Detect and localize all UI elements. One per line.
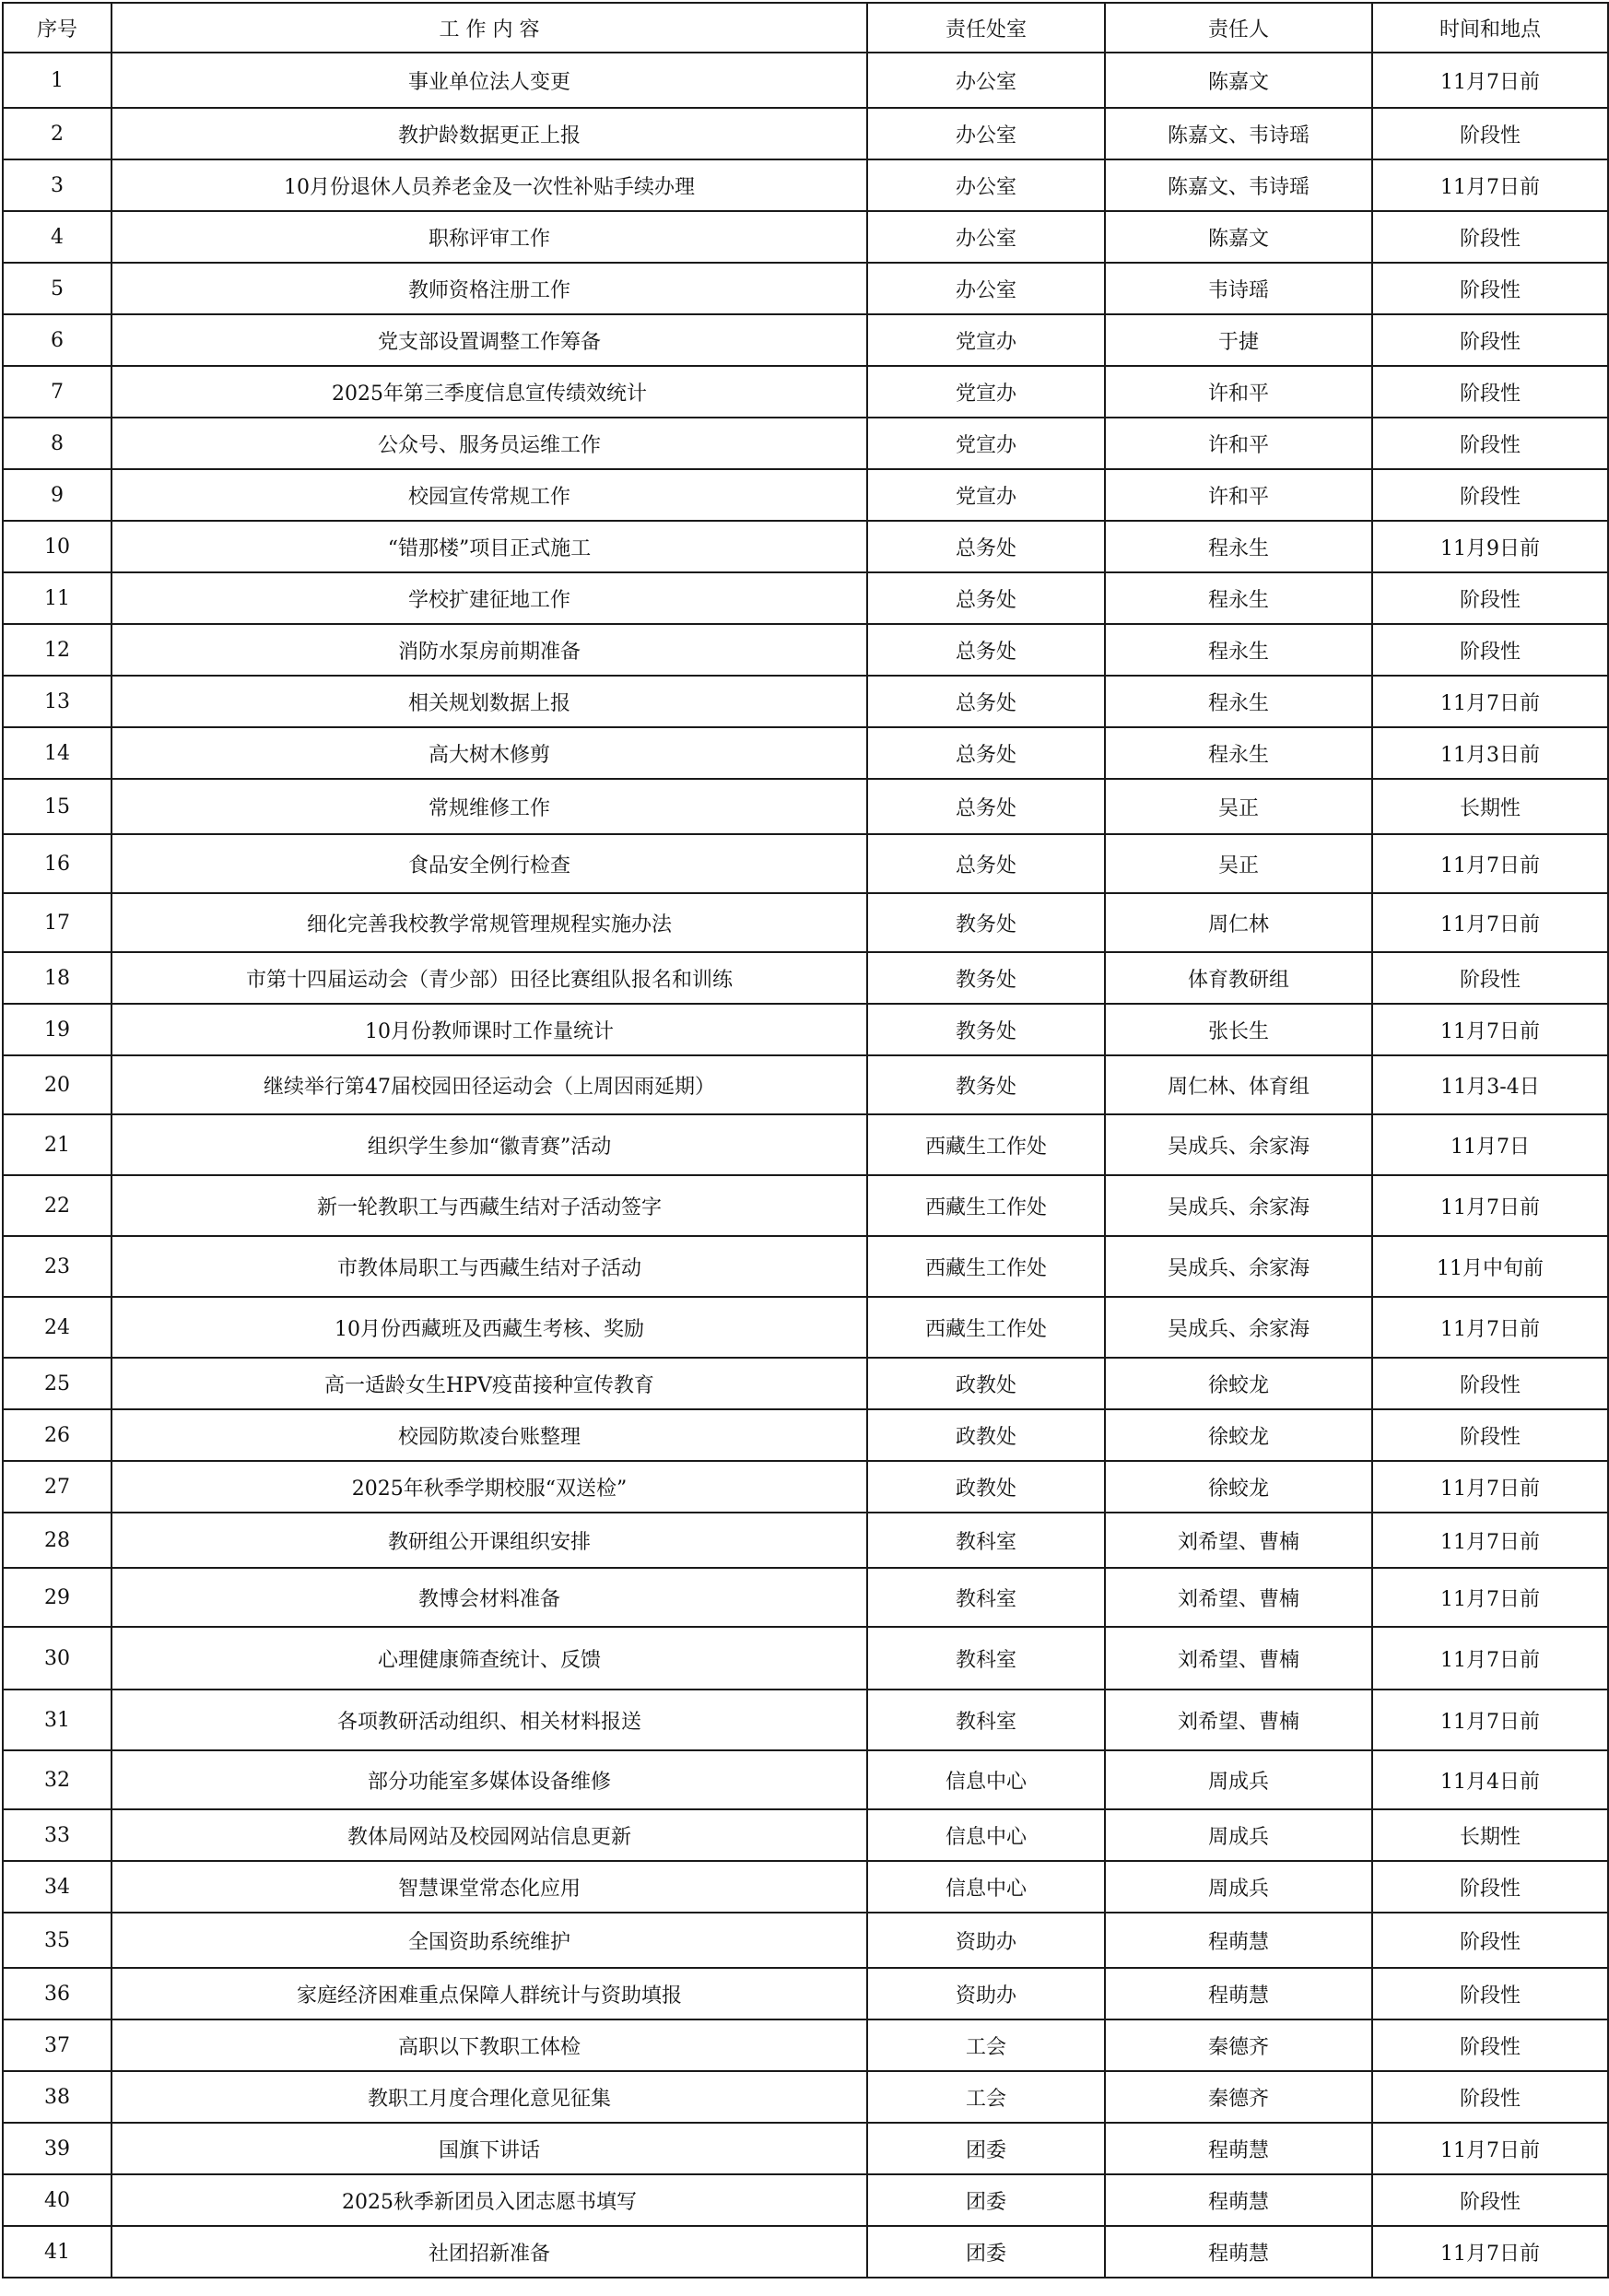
cell-content: 市第十四届运动会（青少部）田径比赛组队报名和训练	[112, 952, 867, 1004]
cell-seq: 15	[3, 779, 112, 834]
cell-dept: 西藏生工作处	[867, 1236, 1105, 1297]
cell-person: 于捷	[1105, 314, 1372, 366]
cell-time: 11月7日前	[1372, 53, 1608, 108]
cell-content: 高大树木修剪	[112, 727, 867, 779]
cell-person: 程萌慧	[1105, 1913, 1372, 1968]
cell-seq: 17	[3, 893, 112, 952]
cell-content: 继续举行第47届校园田径运动会（上周因雨延期）	[112, 1055, 867, 1114]
cell-seq: 38	[3, 2071, 112, 2123]
cell-person: 体育教研组	[1105, 952, 1372, 1004]
cell-time: 阶段性	[1372, 2174, 1608, 2226]
cell-person: 程永生	[1105, 676, 1372, 727]
cell-time: 长期性	[1372, 779, 1608, 834]
cell-dept: 工会	[867, 2019, 1105, 2071]
cell-content: 高一适龄女生HPV疫苗接种宣传教育	[112, 1358, 867, 1409]
cell-seq: 5	[3, 263, 112, 314]
table-row	[3, 1690, 1608, 1750]
cell-content: 校园防欺凌台账整理	[112, 1409, 867, 1461]
cell-dept: 总务处	[867, 624, 1105, 676]
cell-content: 2025年第三季度信息宣传绩效统计	[112, 366, 867, 418]
cell-time: 阶段性	[1372, 366, 1608, 418]
cell-time: 11月7日前	[1372, 2123, 1608, 2174]
cell-person: 吴成兵、余家海	[1105, 1175, 1372, 1236]
cell-seq: 40	[3, 2174, 112, 2226]
cell-dept: 政教处	[867, 1461, 1105, 1513]
table-row	[3, 1055, 1608, 1114]
cell-seq: 39	[3, 2123, 112, 2174]
table-row	[3, 1236, 1608, 1297]
header-seq: 序号	[3, 3, 112, 53]
cell-person: 吴成兵、余家海	[1105, 1236, 1372, 1297]
cell-time: 11月7日前	[1372, 159, 1608, 211]
cell-seq: 16	[3, 834, 112, 893]
work-schedule-table	[2, 2, 1609, 2278]
cell-time: 阶段性	[1372, 1861, 1608, 1913]
cell-dept: 总务处	[867, 521, 1105, 572]
cell-content: 新一轮教职工与西藏生结对子活动签字	[112, 1175, 867, 1236]
cell-content: 2025秋季新团员入团志愿书填写	[112, 2174, 867, 2226]
cell-person: 许和平	[1105, 418, 1372, 469]
cell-person: 陈嘉文	[1105, 53, 1372, 108]
cell-time: 阶段性	[1372, 952, 1608, 1004]
cell-seq: 1	[3, 53, 112, 108]
cell-seq: 31	[3, 1690, 112, 1750]
cell-person: 刘希望、曹楠	[1105, 1690, 1372, 1750]
table-row	[3, 2226, 1608, 2278]
cell-seq: 19	[3, 1004, 112, 1055]
table-row	[3, 1861, 1608, 1913]
cell-content: 教师资格注册工作	[112, 263, 867, 314]
table-row	[3, 624, 1608, 676]
cell-person: 吴成兵、余家海	[1105, 1297, 1372, 1358]
cell-time: 阶段性	[1372, 2071, 1608, 2123]
table-row	[3, 469, 1608, 521]
cell-content: 国旗下讲话	[112, 2123, 867, 2174]
cell-person: 韦诗瑶	[1105, 263, 1372, 314]
table-row	[3, 211, 1608, 263]
cell-time: 11月7日前	[1372, 1690, 1608, 1750]
table-row	[3, 1358, 1608, 1409]
cell-dept: 信息中心	[867, 1809, 1105, 1861]
cell-dept: 办公室	[867, 53, 1105, 108]
table-body	[3, 53, 1608, 2278]
cell-time: 11月7日前	[1372, 1297, 1608, 1358]
cell-time: 11月3-4日	[1372, 1055, 1608, 1114]
table-row	[3, 1750, 1608, 1809]
cell-dept: 办公室	[867, 211, 1105, 263]
table-row	[3, 1513, 1608, 1568]
cell-person: 秦德齐	[1105, 2019, 1372, 2071]
cell-content: 事业单位法人变更	[112, 53, 867, 108]
cell-content: 公众号、服务员运维工作	[112, 418, 867, 469]
cell-seq: 11	[3, 572, 112, 624]
cell-dept: 资助办	[867, 1968, 1105, 2019]
cell-content: 市教体局职工与西藏生结对子活动	[112, 1236, 867, 1297]
cell-person: 程永生	[1105, 624, 1372, 676]
cell-content: 教博会材料准备	[112, 1568, 867, 1627]
cell-seq: 2	[3, 108, 112, 159]
cell-content: 社团招新准备	[112, 2226, 867, 2278]
cell-time: 11月7日前	[1372, 1004, 1608, 1055]
cell-person: 许和平	[1105, 469, 1372, 521]
cell-dept: 党宣办	[867, 366, 1105, 418]
cell-content: 心理健康筛查统计、反馈	[112, 1627, 867, 1690]
cell-time: 11月7日前	[1372, 1513, 1608, 1568]
cell-person: 程萌慧	[1105, 2226, 1372, 2278]
cell-time: 11月7日前	[1372, 893, 1608, 952]
cell-seq: 12	[3, 624, 112, 676]
table-row	[3, 263, 1608, 314]
cell-time: 阶段性	[1372, 624, 1608, 676]
cell-time: 阶段性	[1372, 1409, 1608, 1461]
cell-content: 家庭经济困难重点保障人群统计与资助填报	[112, 1968, 867, 2019]
table-row	[3, 2123, 1608, 2174]
cell-person: 周成兵	[1105, 1750, 1372, 1809]
cell-person: 程萌慧	[1105, 2123, 1372, 2174]
cell-person: 吴正	[1105, 834, 1372, 893]
table-row	[3, 572, 1608, 624]
table-row	[3, 159, 1608, 211]
cell-dept: 西藏生工作处	[867, 1297, 1105, 1358]
cell-time: 阶段性	[1372, 1913, 1608, 1968]
header-dept: 责任处室	[867, 3, 1105, 53]
cell-person: 陈嘉文、韦诗瑶	[1105, 108, 1372, 159]
table-row	[3, 952, 1608, 1004]
cell-content: 食品安全例行检查	[112, 834, 867, 893]
cell-seq: 20	[3, 1055, 112, 1114]
cell-seq: 27	[3, 1461, 112, 1513]
table-row	[3, 1297, 1608, 1358]
cell-time: 11月9日前	[1372, 521, 1608, 572]
cell-seq: 18	[3, 952, 112, 1004]
cell-person: 周仁林	[1105, 893, 1372, 952]
cell-dept: 办公室	[867, 108, 1105, 159]
cell-person: 程永生	[1105, 727, 1372, 779]
cell-content: 教研组公开课组织安排	[112, 1513, 867, 1568]
table-row	[3, 1461, 1608, 1513]
cell-seq: 13	[3, 676, 112, 727]
cell-person: 徐蛟龙	[1105, 1461, 1372, 1513]
header-content: 工 作 内 容	[112, 3, 867, 53]
cell-content: 党支部设置调整工作筹备	[112, 314, 867, 366]
cell-content: 学校扩建征地工作	[112, 572, 867, 624]
cell-dept: 总务处	[867, 572, 1105, 624]
cell-time: 11月7日前	[1372, 1568, 1608, 1627]
cell-seq: 26	[3, 1409, 112, 1461]
cell-time: 11月7日前	[1372, 676, 1608, 727]
cell-seq: 9	[3, 469, 112, 521]
cell-dept: 团委	[867, 2226, 1105, 2278]
cell-person: 许和平	[1105, 366, 1372, 418]
cell-time: 阶段性	[1372, 469, 1608, 521]
cell-seq: 32	[3, 1750, 112, 1809]
table-row	[3, 1175, 1608, 1236]
cell-seq: 23	[3, 1236, 112, 1297]
table-row	[3, 834, 1608, 893]
cell-dept: 教务处	[867, 1055, 1105, 1114]
cell-time: 阶段性	[1372, 314, 1608, 366]
cell-time: 11月4日前	[1372, 1750, 1608, 1809]
table-row	[3, 2071, 1608, 2123]
cell-time: 阶段性	[1372, 1968, 1608, 2019]
table-row	[3, 676, 1608, 727]
cell-dept: 团委	[867, 2174, 1105, 2226]
table-row	[3, 727, 1608, 779]
cell-dept: 办公室	[867, 263, 1105, 314]
cell-seq: 30	[3, 1627, 112, 1690]
cell-dept: 办公室	[867, 159, 1105, 211]
table-row	[3, 108, 1608, 159]
cell-time: 11月中旬前	[1372, 1236, 1608, 1297]
cell-dept: 总务处	[867, 727, 1105, 779]
header-time: 时间和地点	[1372, 3, 1608, 53]
cell-seq: 37	[3, 2019, 112, 2071]
table-row	[3, 1809, 1608, 1861]
cell-content: “错那楼”项目正式施工	[112, 521, 867, 572]
table-row	[3, 2019, 1608, 2071]
cell-person: 徐蛟龙	[1105, 1409, 1372, 1461]
cell-time: 阶段性	[1372, 418, 1608, 469]
cell-person: 刘希望、曹楠	[1105, 1627, 1372, 1690]
cell-content: 10月份退休人员养老金及一次性补贴手续办理	[112, 159, 867, 211]
table-row	[3, 366, 1608, 418]
cell-dept: 政教处	[867, 1409, 1105, 1461]
cell-dept: 党宣办	[867, 418, 1105, 469]
cell-time: 11月7日前	[1372, 1627, 1608, 1690]
cell-time: 阶段性	[1372, 263, 1608, 314]
table-row	[3, 1913, 1608, 1968]
cell-content: 10月份教师课时工作量统计	[112, 1004, 867, 1055]
cell-dept: 教务处	[867, 1004, 1105, 1055]
cell-person: 刘希望、曹楠	[1105, 1568, 1372, 1627]
table-row	[3, 1968, 1608, 2019]
table-row	[3, 53, 1608, 108]
cell-dept: 教科室	[867, 1513, 1105, 1568]
cell-content: 智慧课堂常态化应用	[112, 1861, 867, 1913]
cell-dept: 西藏生工作处	[867, 1114, 1105, 1175]
cell-person: 程萌慧	[1105, 2174, 1372, 2226]
cell-person: 周仁林、体育组	[1105, 1055, 1372, 1114]
cell-content: 教职工月度合理化意见征集	[112, 2071, 867, 2123]
cell-person: 吴正	[1105, 779, 1372, 834]
cell-seq: 33	[3, 1809, 112, 1861]
cell-person: 徐蛟龙	[1105, 1358, 1372, 1409]
cell-person: 程永生	[1105, 572, 1372, 624]
cell-seq: 7	[3, 366, 112, 418]
cell-time: 11月7日前	[1372, 2226, 1608, 2278]
cell-dept: 教科室	[867, 1568, 1105, 1627]
cell-content: 高职以下教职工体检	[112, 2019, 867, 2071]
cell-dept: 教科室	[867, 1690, 1105, 1750]
cell-content: 部分功能室多媒体设备维修	[112, 1750, 867, 1809]
cell-dept: 教科室	[867, 1627, 1105, 1690]
cell-time: 阶段性	[1372, 211, 1608, 263]
table-row	[3, 521, 1608, 572]
cell-dept: 西藏生工作处	[867, 1175, 1105, 1236]
cell-seq: 25	[3, 1358, 112, 1409]
cell-content: 教体局网站及校园网站信息更新	[112, 1809, 867, 1861]
cell-seq: 24	[3, 1297, 112, 1358]
table-row	[3, 1568, 1608, 1627]
table-row	[3, 314, 1608, 366]
cell-seq: 28	[3, 1513, 112, 1568]
cell-seq: 34	[3, 1861, 112, 1913]
table-row	[3, 1627, 1608, 1690]
cell-content: 常规维修工作	[112, 779, 867, 834]
cell-seq: 22	[3, 1175, 112, 1236]
cell-seq: 21	[3, 1114, 112, 1175]
cell-dept: 信息中心	[867, 1861, 1105, 1913]
cell-dept: 党宣办	[867, 469, 1105, 521]
table-row	[3, 779, 1608, 834]
cell-time: 11月3日前	[1372, 727, 1608, 779]
cell-time: 阶段性	[1372, 108, 1608, 159]
cell-seq: 35	[3, 1913, 112, 1968]
cell-person: 陈嘉文	[1105, 211, 1372, 263]
cell-seq: 14	[3, 727, 112, 779]
cell-dept: 资助办	[867, 1913, 1105, 1968]
table-row	[3, 2174, 1608, 2226]
header-person: 责任人	[1105, 3, 1372, 53]
cell-content: 全国资助系统维护	[112, 1913, 867, 1968]
cell-dept: 政教处	[867, 1358, 1105, 1409]
cell-dept: 党宣办	[867, 314, 1105, 366]
table-header-row	[3, 3, 1608, 53]
cell-content: 2025年秋季学期校服“双送检”	[112, 1461, 867, 1513]
cell-time: 11月7日前	[1372, 1461, 1608, 1513]
table-row	[3, 1004, 1608, 1055]
cell-person: 秦德齐	[1105, 2071, 1372, 2123]
cell-seq: 8	[3, 418, 112, 469]
table-row	[3, 1114, 1608, 1175]
cell-seq: 41	[3, 2226, 112, 2278]
cell-content: 消防水泵房前期准备	[112, 624, 867, 676]
cell-seq: 6	[3, 314, 112, 366]
cell-dept: 总务处	[867, 676, 1105, 727]
cell-time: 阶段性	[1372, 2019, 1608, 2071]
cell-content: 10月份西藏班及西藏生考核、奖励	[112, 1297, 867, 1358]
cell-time: 11月7日前	[1372, 1175, 1608, 1236]
cell-time: 阶段性	[1372, 572, 1608, 624]
cell-seq: 3	[3, 159, 112, 211]
cell-person: 刘希望、曹楠	[1105, 1513, 1372, 1568]
cell-person: 张长生	[1105, 1004, 1372, 1055]
table-row	[3, 893, 1608, 952]
cell-seq: 4	[3, 211, 112, 263]
cell-dept: 团委	[867, 2123, 1105, 2174]
cell-person: 程永生	[1105, 521, 1372, 572]
cell-content: 相关规划数据上报	[112, 676, 867, 727]
cell-time: 11月7日前	[1372, 834, 1608, 893]
table-row	[3, 418, 1608, 469]
cell-content: 细化完善我校教学常规管理规程实施办法	[112, 893, 867, 952]
cell-dept: 教务处	[867, 952, 1105, 1004]
cell-time: 阶段性	[1372, 1358, 1608, 1409]
cell-content: 校园宣传常规工作	[112, 469, 867, 521]
cell-dept: 教务处	[867, 893, 1105, 952]
cell-person: 吴成兵、余家海	[1105, 1114, 1372, 1175]
cell-person: 周成兵	[1105, 1861, 1372, 1913]
cell-time: 长期性	[1372, 1809, 1608, 1861]
cell-seq: 29	[3, 1568, 112, 1627]
cell-dept: 总务处	[867, 779, 1105, 834]
table-row	[3, 1409, 1608, 1461]
cell-person: 陈嘉文、韦诗瑶	[1105, 159, 1372, 211]
cell-content: 职称评审工作	[112, 211, 867, 263]
cell-dept: 总务处	[867, 834, 1105, 893]
cell-content: 各项教研活动组织、相关材料报送	[112, 1690, 867, 1750]
cell-dept: 工会	[867, 2071, 1105, 2123]
cell-dept: 信息中心	[867, 1750, 1105, 1809]
cell-seq: 10	[3, 521, 112, 572]
cell-person: 程萌慧	[1105, 1968, 1372, 2019]
cell-person: 周成兵	[1105, 1809, 1372, 1861]
cell-seq: 36	[3, 1968, 112, 2019]
cell-content: 组织学生参加“徽青赛”活动	[112, 1114, 867, 1175]
cell-time: 11月7日	[1372, 1114, 1608, 1175]
cell-content: 教护龄数据更正上报	[112, 108, 867, 159]
